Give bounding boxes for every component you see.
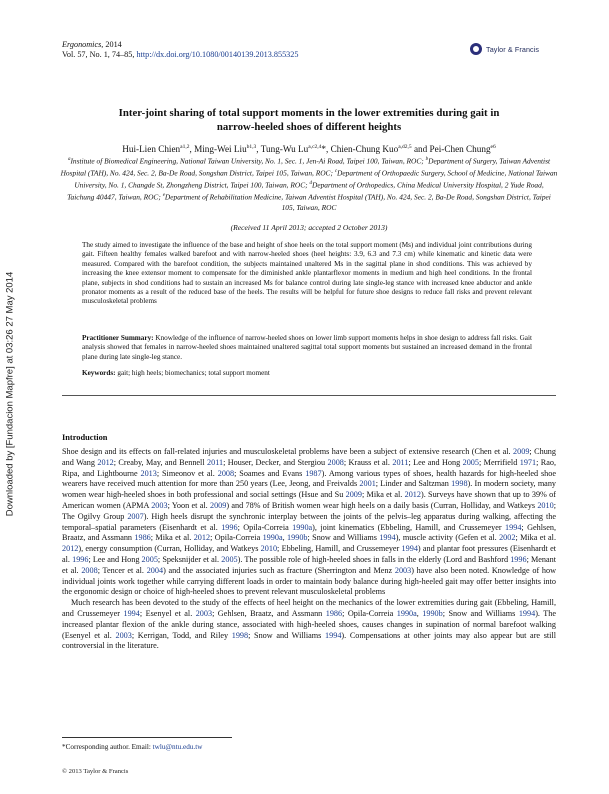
author-affiliation-mark: a,c2,4 bbox=[308, 144, 322, 150]
affiliation-mark: e bbox=[162, 192, 165, 198]
download-note: Downloaded by [Fundacion Mapfre] at 03:26 27 May 2014 bbox=[4, 271, 16, 517]
received-dates: (Received 11 April 2013; accepted 2 October 2013) bbox=[230, 223, 388, 232]
affiliation-text: Department of Rehabilitation Medicine, Taiwan Adventist Hospital (TAH), No. 424, Sec. 2, Ba-De Road, Songshan District, Taipei 105, Taiwan, ROC bbox=[164, 192, 551, 212]
affiliation-mark: b bbox=[425, 157, 429, 162]
affiliation-mark: d bbox=[309, 180, 312, 186]
publisher-emblem-icon bbox=[470, 43, 482, 55]
citation-link[interactable]: 1986 bbox=[325, 608, 343, 618]
citation-link[interactable]: 1994 bbox=[401, 544, 418, 554]
citation-link[interactable]: 2007 bbox=[127, 511, 144, 521]
citation-link[interactable]: 2012 bbox=[404, 490, 421, 500]
author-email-link[interactable]: twlu@ntu.edu.tw bbox=[152, 743, 203, 751]
publisher-logo bbox=[470, 40, 560, 58]
journal-header bbox=[62, 40, 298, 60]
citation-link[interactable]: 1987 bbox=[305, 468, 322, 478]
affiliation-list bbox=[60, 155, 558, 213]
citation-link[interactable]: 2005 bbox=[462, 457, 479, 467]
footnote-label: *Corresponding author. Email: bbox=[62, 743, 153, 751]
summary-label: Practitioner Summary: bbox=[82, 334, 154, 342]
citation-link[interactable]: 1990b bbox=[422, 608, 443, 618]
affiliation-mark: a bbox=[67, 157, 71, 162]
citation-link[interactable]: 2012 bbox=[62, 544, 79, 554]
citation-link[interactable]: 1998 bbox=[231, 630, 249, 640]
author-name: Hui-Lien Chien bbox=[122, 144, 181, 155]
author-affiliation-mark: a,d2,5 bbox=[398, 144, 412, 150]
author-name: Tung-Wu Lu bbox=[260, 144, 309, 155]
keywords bbox=[82, 369, 532, 378]
doi-link[interactable]: http://dx.doi.org/10.1080/00140139.2013.855325 bbox=[136, 50, 299, 59]
section-divider bbox=[62, 395, 556, 396]
citation-link[interactable]: 2003 bbox=[195, 608, 213, 618]
journal-year: , 2014 bbox=[101, 40, 122, 49]
citation-link[interactable]: 1996 bbox=[510, 554, 527, 564]
author-name: Pei-Chen Chung bbox=[429, 144, 491, 155]
citation-link[interactable]: 1996 bbox=[221, 522, 238, 532]
journal-volume: Vol. 57, No. 1, 74–85, bbox=[62, 50, 137, 59]
citation-link[interactable]: 2011 bbox=[392, 457, 409, 467]
citation-link[interactable]: 1990b bbox=[287, 533, 308, 543]
citation-link[interactable]: 2001 bbox=[359, 479, 376, 489]
title-line-2: narrow-heeled shoes of different heights bbox=[216, 121, 402, 133]
keywords-text: gait; high heels; biomechanics; total support moment bbox=[115, 369, 270, 377]
introduction-body bbox=[62, 447, 556, 652]
citation-link[interactable]: 1990a bbox=[262, 533, 283, 543]
citation-link[interactable]: 2012 bbox=[97, 457, 114, 467]
citation-link[interactable]: 1990a bbox=[396, 608, 417, 618]
citation-link[interactable]: 2010 bbox=[260, 544, 278, 554]
keywords-label: Keywords: bbox=[82, 369, 116, 377]
citation-link[interactable]: 2004 bbox=[146, 565, 164, 575]
affiliation-text: Department of Orthopedics, China Medical University Hospital, 2 Yude Road, Taichung 40447, Taiwan, ROC; bbox=[67, 180, 544, 202]
citation-link[interactable]: 1990a bbox=[292, 522, 313, 532]
author-affiliation-mark: b1,3 bbox=[246, 144, 257, 150]
abstract: The study aimed to investigate the influence of the base and height of shoe heels on the total support moment (Ms) and individual joint contributions during gait. Fifteen healthy females walked barefoot and with narrow-heeled shoes (heel heights: 3.9, 6.3 and 7.3 cm) while kinematic and kinetic data were measured. Compared with the barefoot condition, the subjects maintained unaltered Ms in the sagittal plane in shod conditions. This was achieved by increasing the knee extensor moment to compensate for the diminished ankle plantarflexor moments in medium and high heel conditions. In the frontal plane, subjects in shod conditions had to sustain an increased Ms for balance control during late single-leg stance with increased knee abductor and ankle pronator moments as a result of the reduced base of the heels. The results will be helpful for future shoe designs to reduce fall risks and prevent relevant musculoskeletal problems bbox=[82, 241, 532, 306]
intro-paragraph-2: Much research has been devoted to the study of the effects of heel height on the mechanics of the lower extremities during gait (Ebbeling, Hamill, and Crussemeyer 1994; Esenyel et al. 2003; Gehlsen, Braatz, and Assmann 1986; Opila-Correia 1990a, 1990b; Snow and Williams 1994). The increased plantar flexion of the ankle during stance, associated with high-heeled shoes, causes changes in supination of normal barefoot walking (Esenyel et al. 2003; Kerrigan, Todd, and Riley 1998; Snow and Williams 1994). Compensations at other joints may also appear but are still controversial in the literature. bbox=[62, 598, 557, 651]
citation-link[interactable]: 1986 bbox=[134, 533, 151, 543]
citation-link[interactable]: 2009 bbox=[345, 490, 362, 500]
citation-link[interactable]: 2012 bbox=[193, 533, 211, 543]
copyright-notice: © 2013 Taylor & Francis bbox=[62, 768, 129, 775]
citation-link[interactable]: 2003 bbox=[394, 565, 412, 575]
citation-link[interactable]: 2008 bbox=[327, 457, 344, 467]
author-affiliation-mark: e6 bbox=[490, 144, 496, 150]
title-line-1: Inter-joint sharing of total support moments in the lower extremities during gait in bbox=[118, 107, 500, 119]
corresponding-author-mark: * bbox=[321, 144, 326, 155]
citation-link[interactable]: 2003 bbox=[115, 630, 132, 640]
citation-link[interactable]: 1994 bbox=[505, 522, 522, 532]
citation-link[interactable]: 1994 bbox=[123, 608, 140, 618]
citation-link[interactable]: 2002 bbox=[499, 533, 516, 543]
affiliation-mark: c bbox=[334, 168, 338, 174]
summary-text: Knowledge of the influence of narrow-heeled shoes on lower limb support moments helps in shoe design to address fall risks. Gait analysis showed that females in narrow-heeled shoes maintained unaltered sagittal total support moments but sustained an increased demand in the frontal plane during late single-leg stance. bbox=[82, 334, 532, 361]
citation-link[interactable]: 2003 bbox=[151, 500, 168, 510]
citation-link[interactable]: 1994 bbox=[325, 630, 342, 640]
author-list: Hui-Lien Chien$^{a1,2}$, Ming-Wei Liu$^{b1,3}$, Tung-Wu $Lu^{a,c2,4}*$, Chien-Chung Kuo$^{a,d2,5}$ and Pei-Chen Chung$^{e6}$ bbox=[122, 144, 496, 155]
paper-title bbox=[70, 106, 548, 134]
citation-link[interactable]: 2013 bbox=[140, 468, 157, 478]
citation-link[interactable]: 2010 bbox=[537, 500, 554, 510]
author-name: Ming-Wei Liu bbox=[194, 144, 247, 155]
affiliation-text: Department of Orthopaedic Surgery, School of Medicine, National Taiwan University, No. 1, Changde St, Zhongzheng District, Taipei 100, Taiwan, ROC; bbox=[74, 168, 558, 190]
citation-link[interactable]: 1998 bbox=[451, 479, 468, 489]
introduction-heading: Introduction bbox=[62, 433, 108, 442]
citation-link[interactable]: 2008 bbox=[81, 565, 98, 575]
footnote-divider bbox=[62, 737, 232, 738]
corresponding-author-footnote bbox=[62, 743, 202, 751]
practitioner-summary bbox=[82, 334, 532, 362]
download-sidebar bbox=[2, 232, 18, 556]
citation-link[interactable]: 2005 bbox=[141, 554, 158, 564]
author-name: Chien-Chung Kuo bbox=[330, 144, 399, 155]
citation-link[interactable]: 2011 bbox=[207, 457, 224, 467]
journal-name: Ergonomics bbox=[62, 40, 102, 49]
affiliation-text: Department of Surgery, Taiwan Adventist Hospital (TAH), No. 424, Sec. 2, Ba-De Road, Songshan District, Taipei 105, Taiwan, ROC; bbox=[60, 156, 551, 178]
affiliation-text: Institute of Biomedical Engineering, National Taiwan University, No. 1, Sec. 1, Jen-Ai Road, Taipei 100, Taiwan, ROC; bbox=[70, 156, 424, 166]
citation-link[interactable]: 2008 bbox=[217, 468, 235, 478]
citation-link[interactable]: 2009 bbox=[209, 500, 227, 510]
author-affiliation-mark: a1,2 bbox=[180, 144, 190, 150]
intro-paragraph-1: Shoe design and its effects on fall-related injuries and musculoskeletal problems have been a subject of extensive research (Chen et al. 2009; Chung and Wang 2012; Creaby, May, and Bennell 2011; Houser, Decker, and Stergiou 2008; Krauss et al. 2011; Lee and Hong 2005; Merrifield 1971; Rao, Ripa, and Lightbourne 2013; Simeonov et al. 2008; Soames and Evans 1987). Among various types of shoes, health hazards for high-heeled shoe wearers have received much attention for more than 250 years (Lee, Jeong, and Freivalds 2001; Linder and Saltzman 1998). In modern society, many women wear high-heeled shoes in both professional and social settings (Hsue and Su 2009; Mika et al. 2012). Surveys have shown that up to 39% of American women (APMA 2003; Yoon et al. 2009) and 78% of British women wear high heels on a daily basis (Curran, Holliday, and Watkeys 2010; The Ogilvy Group 2007). High heels disrupt the synchronic interplay between the joints of the pelvis–leg apparatus during walking, affecting the temporal–spatial parameters (Eisenhardt et al. 1996; Opila-Correia 1990a), joint kinematics (Ebbeling, Hamill, and Crussemeyer 1994; Gehlsen, Braatz, and Assmann 1986; Mika et al. 2012; Opila-Correia 1990a, 1990b; Snow and Williams 1994), muscle activity (Gefen et al. 2002; Mika et al. 2012), energy consumption (Curran, Holliday, and Watkeys 2010; Ebbeling, Hamill, and Crussemeyer 1994) and plantar foot pressures (Eisenhardt et al. 1996; Lee and Hong 2005; Speksnijder et al. 2005). The possible role of high-heeled shoes in falls in the elderly (Lord and Bashford 1996; Menant et al. 2008; Tencer et al. 2004) and the associated injuries such as fracture (Sherrington and Menz 2003) have also been noted. Knowledge of how individual joints work together while carrying different loads in order to maintain body balance during high-heeled gait may offer better insights into the ergonomic design or choice of high-heeled shoes to prevent relevant musculoskeletal problems bbox=[62, 447, 557, 597]
citation-link[interactable]: 1996 bbox=[72, 554, 89, 564]
citation-link[interactable]: 1994 bbox=[379, 533, 396, 543]
publisher-name: Taylor & Francis bbox=[486, 44, 540, 54]
citation-link[interactable]: 2005 bbox=[221, 554, 238, 564]
citation-link[interactable]: 2009 bbox=[513, 447, 530, 456]
citation-link[interactable]: 1971 bbox=[519, 457, 537, 467]
citation-link[interactable]: 1994 bbox=[518, 608, 536, 618]
